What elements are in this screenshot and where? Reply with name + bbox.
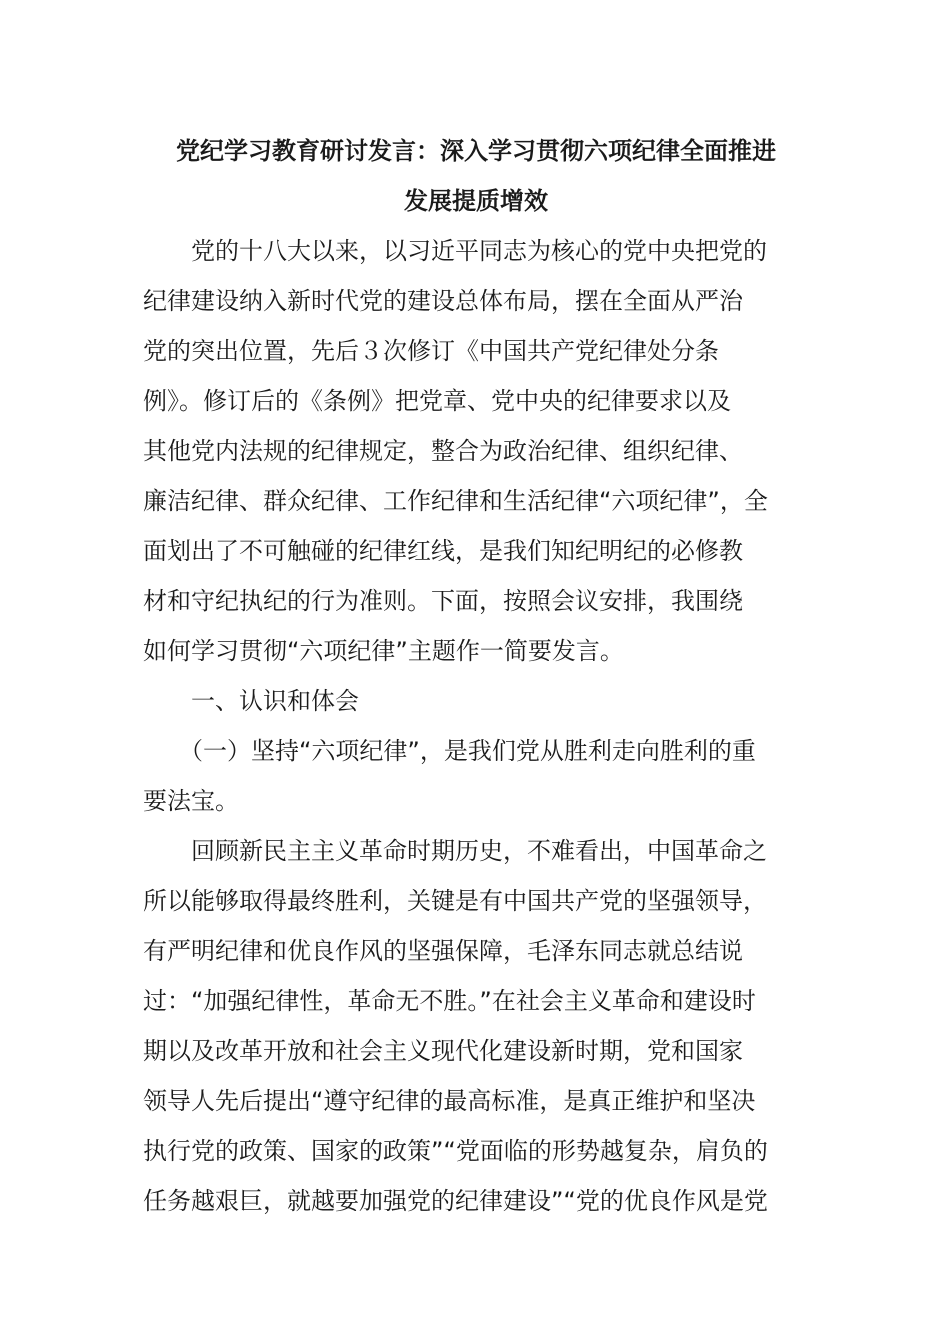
body-line: 纪律建设纳入新时代党的建设总体布局，摆在全面从严治 bbox=[143, 287, 743, 315]
body-line: 执行党的政策、国家的政策”“党面临的形势越复杂，肩负的 bbox=[143, 1137, 768, 1165]
body-line: 如何学习贯彻“六项纪律”主题作一简要发言。 bbox=[143, 637, 624, 665]
subsection-heading: （一）坚持“六项纪律”，是我们党从胜利走向胜利的重 bbox=[143, 737, 756, 765]
body-line: 期以及改革开放和社会主义现代化建设新时期，党和国家 bbox=[143, 1037, 743, 1065]
body-line: 例》。修订后的《条例》把党章、党中央的纪律要求以及 bbox=[143, 387, 731, 415]
body-line: 领导人先后提出“遵守纪律的最高标准，是真正维护和坚决 bbox=[143, 1087, 756, 1115]
body-line: 党的十八大以来，以习近平同志为核心的党中央把党的 bbox=[143, 237, 767, 265]
body-line: 任务越艰巨，就越要加强党的纪律建设”“党的优良作风是党 bbox=[143, 1187, 768, 1215]
body-line: 党的突出位置，先后３次修订《中国共产党纪律处分条 bbox=[143, 337, 719, 365]
section-heading: 一、认识和体会 bbox=[143, 687, 359, 715]
body-line: 有严明纪律和优良作风的坚强保障，毛泽东同志就总结说 bbox=[143, 937, 743, 965]
document-title-line-2: 发展提质增效 bbox=[404, 187, 548, 215]
body-line: 其他党内法规的纪律规定，整合为政治纪律、组织纪律、 bbox=[143, 437, 743, 465]
body-line: 所以能够取得最终胜利，关键是有中国共产党的坚强领导， bbox=[143, 887, 767, 915]
body-line: 回顾新民主主义革命时期历史，不难看出，中国革命之 bbox=[143, 837, 767, 865]
body-line: 面划出了不可触碰的纪律红线，是我们知纪明纪的必修教 bbox=[143, 537, 743, 565]
body-line: 过：“加强纪律性，革命无不胜。”在社会主义革命和建设时 bbox=[143, 987, 756, 1015]
body-line: 廉洁纪律、群众纪律、工作纪律和生活纪律“六项纪律”，全 bbox=[143, 487, 768, 515]
subsection-heading: 要法宝。 bbox=[143, 787, 239, 815]
body-line: 材和守纪执纪的行为准则。下面，按照会议安排，我围绕 bbox=[143, 587, 743, 615]
document-title-line-1: 党纪学习教育研讨发言：深入学习贯彻六项纪律全面推进 bbox=[176, 137, 776, 165]
